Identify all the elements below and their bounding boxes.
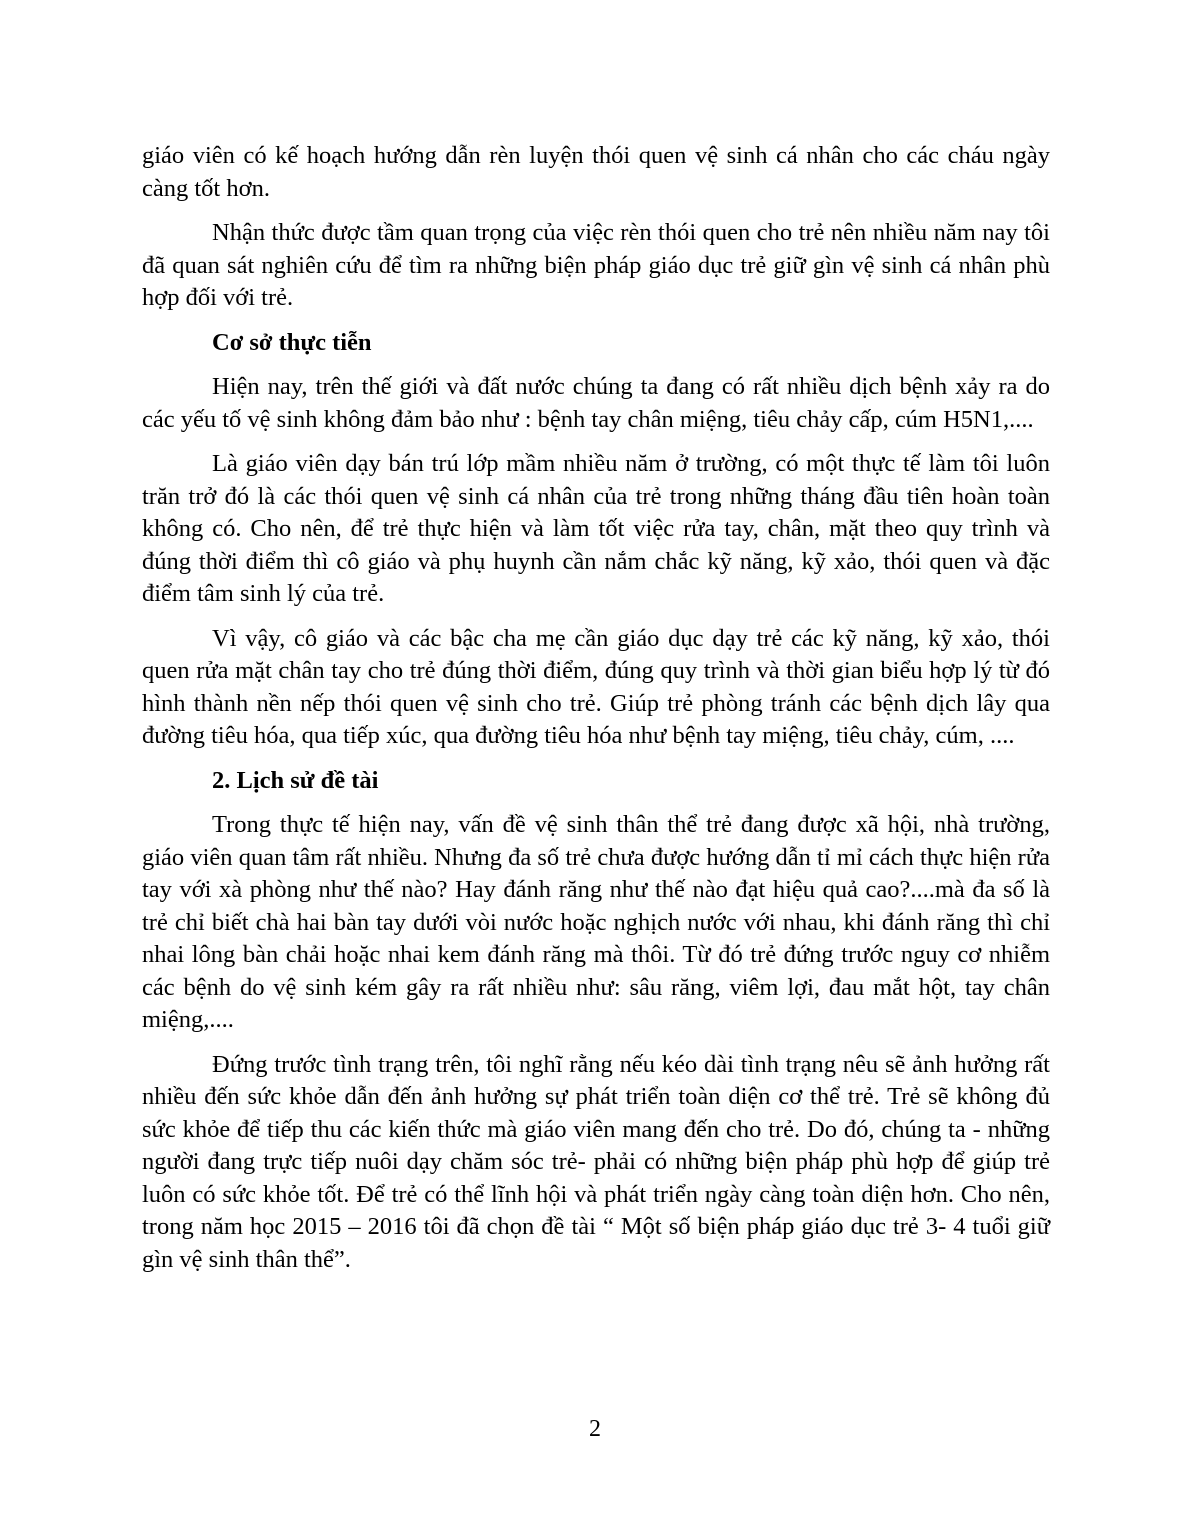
paragraph-topic-choice: Đứng trước tình trạng trên, tôi nghĩ rằng nếu kéo dài tình trạng nêu sẽ ảnh hưởng rất nhiều đến sức khỏe dẫn đến ảnh hưởng sự phát triển toàn diện cơ thể trẻ. Trẻ sẽ không đủ sức khỏe để tiếp thu các kiến thức mà giáo viên mang đến cho trẻ. Do đó, chúng ta - những người đang trực tiếp nuôi dạy chăm sóc trẻ- phải có những biện pháp phù hợp để giúp trẻ luôn có sức khỏe tốt. Để trẻ có thể lĩnh hội và phát triển ngày càng toàn diện hơn. Cho nên, trong năm học 2015 – 2016 tôi đã chọn đề tài “ Một số biện pháp giáo dục trẻ 3- 4 tuổi giữ gìn vệ sinh thân thể”. bbox=[142, 1050, 1050, 1273]
paragraph-continuation: giáo viên có kế hoạch hướng dẫn rèn luyện thói quen vệ sinh cá nhân cho các cháu ngày càng tốt hơn. bbox=[142, 142, 1050, 202]
paragraph-current-reality: Trong thực tế hiện nay, vấn đề vệ sinh thân thể trẻ đang được xã hội, nhà trường, giáo viên quan tâm rất nhiều. Nhưng đa số trẻ chưa được hướng dẫn tỉ mỉ cách thực hiện rửa tay với xà phòng như thế nào? Hay đánh răng như thế nào đạt hiệu quả cao?....mà đa số là trẻ chỉ biết chà hai bàn tay dưới vòi nước hoặc nghịch nước với nhau, khi đánh răng thì chỉ nhai lông bàn chải hoặc nhai kem đánh răng mà thôi. Từ đó trẻ đứng trước nguy cơ nhiễm các bệnh do vệ sinh kém gây ra rất nhiều như: sâu răng, viêm lợi, đau mắt hột, tay chân miệng,.... bbox=[142, 811, 1050, 1033]
paragraph-teacher-experience: Là giáo viên dạy bán trú lớp mầm nhiều năm ở trường, có một thực tế làm tôi luôn trăn trở đó là các thói quen vệ sinh cá nhân của trẻ trong những tháng đầu tiên hoàn toàn không có. Cho nên, để trẻ thực hiện và làm tốt việc rửa tay, chân, mặt theo quy trình và đúng thời điểm thì cô giáo và phụ huynh cần nắm chắc kỹ năng, kỹ xảo, thói quen và đặc điểm tâm sinh lý của trẻ. bbox=[142, 450, 1050, 607]
document-page bbox=[142, 140, 1050, 1288]
section-heading-practical-basis: Cơ sở thực tiễn bbox=[212, 328, 372, 356]
page-number: 2 bbox=[589, 1416, 601, 1442]
paragraph-epidemics: Hiện nay, trên thế giới và đất nước chúng ta đang có rất nhiều dịch bệnh xảy ra do các yếu tố vệ sinh không đảm bảo như : bệnh tay chân miệng, tiêu chảy cấp, cúm H5N1,.... bbox=[142, 373, 1050, 433]
paragraph-awareness: Nhận thức được tầm quan trọng của việc rèn thói quen cho trẻ nên nhiều năm nay tôi đã quan sát nghiên cứu để tìm ra những biện pháp giáo dục trẻ giữ gìn vệ sinh cá nhân phù hợp đối với trẻ. bbox=[142, 219, 1050, 311]
section-heading-topic-history: 2. Lịch sử đề tài bbox=[212, 766, 379, 794]
paragraph-therefore: Vì vậy, cô giáo và các bậc cha mẹ cần giáo dục dạy trẻ các kỹ năng, kỹ xảo, thói quen rửa mặt chân tay cho trẻ đúng thời điểm, đúng quy trình và thời gian biểu hợp lý từ đó hình thành nền nếp thói quen vệ sinh cho trẻ. Giúp trẻ phòng tránh các bệnh dịch lây qua đường tiêu hóa, qua tiếp xúc, qua đường tiêu hóa như bệnh tay miệng, tiêu chảy, cúm, .... bbox=[142, 624, 1050, 749]
